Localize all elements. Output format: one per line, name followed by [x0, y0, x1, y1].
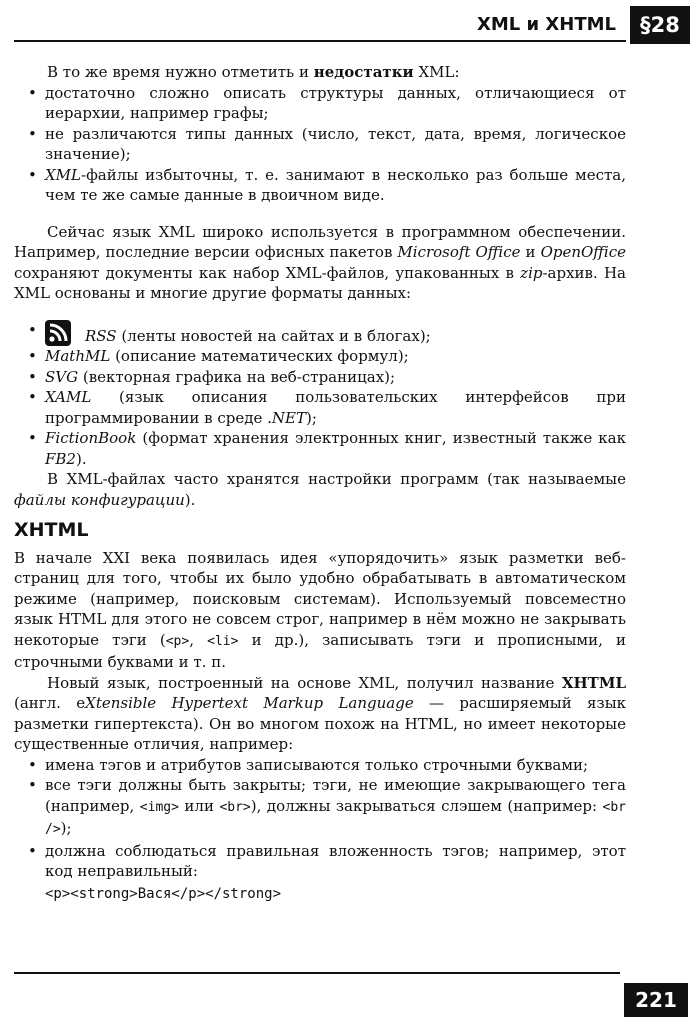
page-number: 221 [624, 983, 688, 1017]
section-heading-xhtml: XHTML [14, 519, 89, 541]
rss-icon [45, 320, 71, 346]
list-item: • SVG (векторная графика на веб-страницах); [14, 367, 626, 388]
list-item: • имена тэгов и атрибутов записываются только строчными буквами; [14, 755, 626, 776]
formats-list [14, 320, 626, 470]
paragraph-config-files: В XML-файлах часто хранятся настройки программ (так называемые файлы конфигурации). [14, 470, 626, 509]
list-item: • все тэги должны быть закрыты; тэги, не имеющие закрывающего тега (например, <img> или <br>), должны закрываться слэшем (например: <br />); [14, 775, 626, 841]
paragraph-xml-usage: Сейчас язык XML широко используется в программном обеспечении. Например, последние версии офисных пакетов Microsoft Office и OpenOffice сохраняют документы как набор XML-файлов, упакованных в zip-архив. На XML основаны и многие другие форматы данных: [14, 222, 626, 302]
list-item: • достаточно сложно описать структуры данных, отличающиеся от иерархии, например графы; [14, 83, 626, 124]
paragraph-xhtml-origin: В начале XXI века появилась идея «упорядочить» язык разметки веб-страниц для того, чтобы их было удобно обрабатывать в автоматическом режиме (например, поисковым системам). Используемый повсеместно язык HTML для этого не совсем строг, например в нём можно не закрывать некоторые тэги (<p>, <li> и др.), записывать тэги и прописными, и строчными буквами и т. п. [14, 548, 626, 671]
code-example: <p><strong>Вася</p></strong> [45, 885, 282, 902]
page-body [14, 62, 626, 904]
header-rule [14, 40, 626, 42]
paragraph-drawbacks-intro: В то же время нужно отметить и недостатки XML: [47, 63, 460, 81]
list-item: • RSS (ленты новостей на сайтах и в блогах); [14, 320, 626, 347]
list-item: • должна соблюдаться правильная вложенность тэгов; например, этот код неправильный: [14, 841, 626, 882]
list-item: • MathML (описание математических формул); [14, 346, 626, 367]
drawbacks-list [14, 83, 626, 206]
list-item: • XAML (язык описания пользовательских интерфейсов при программировании в среде .NET); [14, 387, 626, 428]
running-header-title: XML и XHTML [476, 14, 616, 35]
list-item: • XML-файлы избыточны, т. е. занимают в несколько раз больше места, чем те же самые данные в двоичном виде. [14, 165, 626, 206]
list-item: • не различаются типы данных (число, текст, дата, время, логическое значение); [14, 124, 626, 165]
list-item: • FictionBook (формат хранения электронных книг, известный также как FB2). [14, 428, 626, 469]
footer-rule [14, 972, 620, 974]
paragraph-xhtml-definition: Новый язык, построенный на основе XML, получил название XHTML (англ. eXtensible Hypertext Markup Language — расширяемый язык разметки гипертекста). Он во многом похож на HTML, но имеет некоторые существенные отличия, например: [14, 673, 627, 753]
xhtml-rules-list [14, 755, 626, 882]
section-badge: §28 [630, 6, 690, 44]
